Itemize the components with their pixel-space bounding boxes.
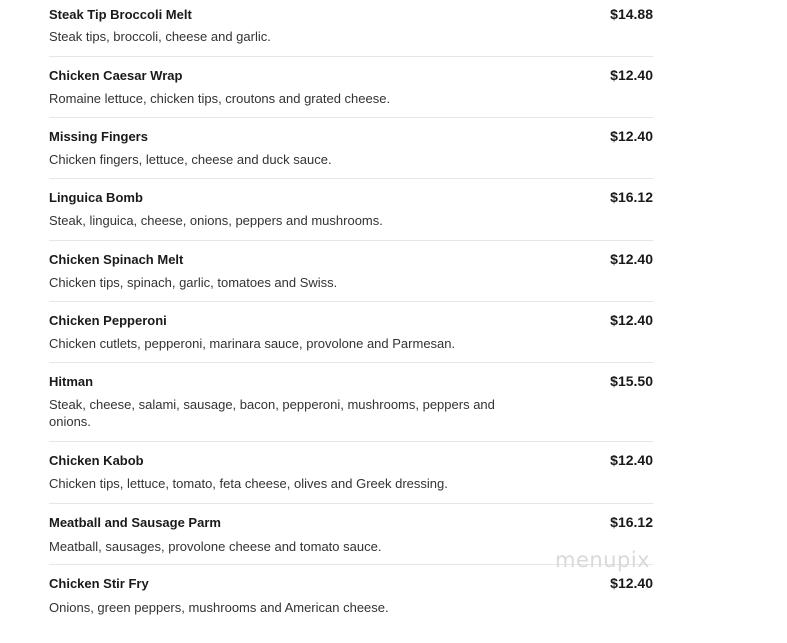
item-name: Linguica Bomb xyxy=(49,190,143,205)
menu-item xyxy=(49,363,653,442)
item-name: Chicken Spinach Melt xyxy=(49,252,184,267)
item-description: Steak, linguica, cheese, onions, peppers and mushrooms. xyxy=(49,213,383,228)
item-price: $12.40 xyxy=(610,452,653,468)
item-description: Steak, cheese, salami, sausage, bacon, pepperoni, mushrooms, peppers and onions. xyxy=(49,397,495,429)
menupix-watermark: menupix xyxy=(555,548,651,572)
item-description: Onions, green peppers, mushrooms and American cheese. xyxy=(49,600,389,615)
item-price: $12.40 xyxy=(610,575,653,591)
item-price: $15.50 xyxy=(610,373,653,389)
item-name: Missing Fingers xyxy=(49,129,148,144)
item-price: $16.12 xyxy=(610,514,653,530)
menu-item xyxy=(49,241,653,302)
menu-list xyxy=(49,0,653,629)
menu-item xyxy=(49,302,653,363)
item-price: $12.40 xyxy=(610,67,653,83)
item-name: Chicken Stir Fry xyxy=(49,576,149,591)
menu-item xyxy=(49,118,653,179)
item-price: $12.40 xyxy=(610,251,653,267)
menu-item xyxy=(49,0,653,57)
item-description: Chicken tips, spinach, garlic, tomatoes and Swiss. xyxy=(49,275,338,290)
item-name: Chicken Pepperoni xyxy=(49,313,167,328)
item-description: Romaine lettuce, chicken tips, croutons and grated cheese. xyxy=(49,91,391,106)
item-name: Steak Tip Broccoli Melt xyxy=(49,7,192,22)
item-name: Chicken Caesar Wrap xyxy=(49,68,183,83)
item-description: Chicken tips, lettuce, tomato, feta cheese, olives and Greek dressing. xyxy=(49,476,448,491)
item-price: $12.40 xyxy=(610,312,653,328)
item-name: Chicken Kabob xyxy=(49,453,144,468)
menu-item xyxy=(49,565,653,629)
item-description: Steak tips, broccoli, cheese and garlic. xyxy=(49,29,271,44)
item-description: Chicken cutlets, pepperoni, marinara sauce, provolone and Parmesan. xyxy=(49,336,456,351)
item-description: Chicken fingers, lettuce, cheese and duck sauce. xyxy=(49,152,332,167)
item-name: Hitman xyxy=(49,374,94,389)
item-name: Meatball and Sausage Parm xyxy=(49,515,221,530)
item-price: $14.88 xyxy=(610,6,653,22)
item-price: $12.40 xyxy=(610,128,653,144)
item-description: Meatball, sausages, provolone cheese and tomato sauce. xyxy=(49,539,382,554)
menu-item xyxy=(49,57,653,118)
menu-item xyxy=(49,179,653,241)
menu-item xyxy=(49,442,653,504)
item-price: $16.12 xyxy=(610,189,653,205)
